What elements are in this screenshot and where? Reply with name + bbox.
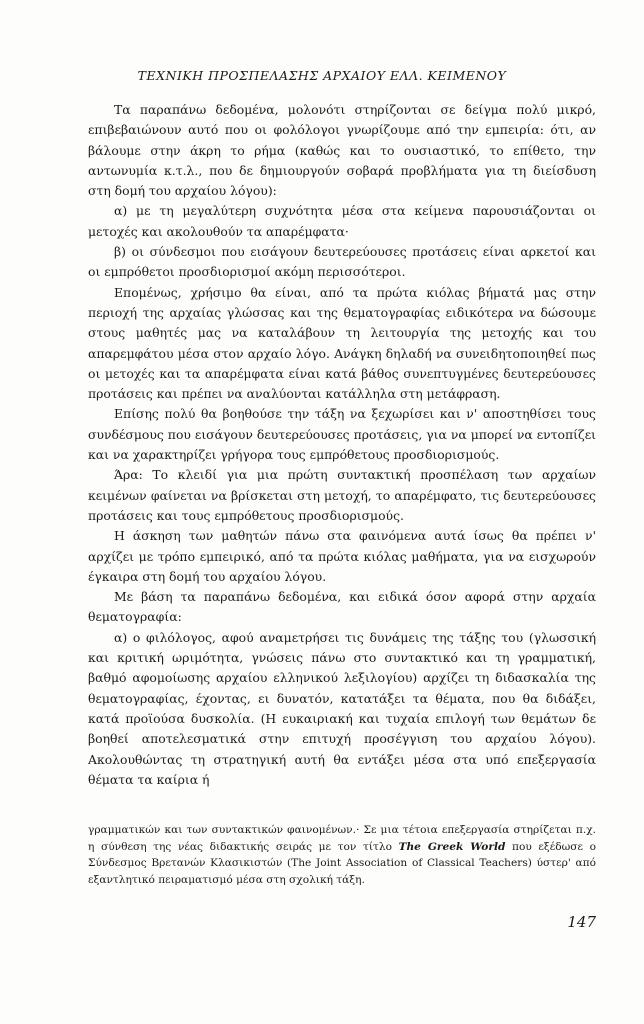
footnote-text: που εξέδωσε ο Σύνδεσμος Βρετανών Κλασικιστών (The Joint Association of Classical Teachers) ύστερ' από εξαντλητικό πειραματισμό μέσα στη σχολική τάξη. (88, 840, 596, 886)
footnote (88, 822, 596, 888)
paragraph: Η άσκηση των μαθητών πάνω στα φαινόμενα αυτά ίσως θα πρέπει ν' αρχίζει με τρόπο εμπειρικό, από τα πρώτα κιόλας μαθήματα, για να εισχωρούν έγκαιρα στη δομή του αρχαίου λόγου. (88, 528, 596, 584)
paragraph: Άρα: Το κλειδί για μια πρώτη συντακτική προσπέλαση των αρχαίων κειμένων φαίνεται να βρίσκεται στη μετοχή, το απαρέμφατο, τις δευτερεύουσες προτάσεις και τους εμπρόθετους προσδιορισμούς. (88, 467, 596, 523)
paragraph: Επομένως, χρήσιμο θα είναι, από τα πρώτα κιόλας βήματά μας στην περιοχή της αρχαίας γλώσσας και της θεματογραφίας ειδικότερα να δώσουμε στους μαθητές μας να καταλάβουν τη λειτουργία της μετοχής και του απαρεμφάτου μέσα στον αρχαίο λόγο. Ανάγκη δηλαδή να συνειδητοποιηθεί πως οι μετοχές και τα απαρέμφατα είναι κατά βάθος συνεπτυγμένες δευτερεύουσες προτάσεις και πρέπει να αναλύονται κατάλληλα στη μετάφραση. (88, 284, 596, 402)
paragraph: Τα παραπάνω δεδομένα, μολονότι στηρίζονται σε δείγμα πολύ μικρό, επιβεβαιώνουν αυτό που οι φολόλογοι γνωρίζουμε από την εμπειρία: ότι, αν βάλουμε στην άκρη το ρήμα (καθώς και το ουσιαστικό, το επίθετο, την αντωνυμία κ.τ.λ., που δε δημιουργούν σοβαρά προβλήματα για τη διείσδυση στη δομή του αρχαίου λόγου): (88, 102, 596, 199)
footnote-book-title: The Greek World (398, 840, 506, 853)
footnote-text: γραμματικών και των συντακτικών φαινομένων.· Σε μια τέτοια επεξεργασία στηρίζεται π.χ. η σύνθεση της νέας διδακτικής σειράς με τον τίτλο (88, 824, 596, 853)
body-text (88, 100, 596, 790)
list-item-a: α) με τη μεγαλύτερη συχνότητα μέσα στα κείμενα παρουσιάζονται οι μετοχές και ακολουθούν τα απαρέμφατα· (88, 203, 596, 239)
running-header: ΤΕΧΝΙΚΗ ΠΡΟΣΠΕΛΑΣΗΣ ΑΡΧΑΙΟΥ ΕΛΛ. ΚΕΙΜΕΝΟΥ (137, 68, 507, 83)
page-number: 147 (567, 913, 596, 931)
paragraph: Επίσης πολύ θα βοηθούσε την τάξη να ξεχωρίσει και ν' αποστηθίσει τους συνδέσμους που εισάγουν δευτερεύουσες προτάσεις, για να μπορεί να εντοπίζει και να χαρακτηρίζει γρήγορα τους εμπρόθετους προσδιορισμούς. (88, 406, 596, 463)
paragraph: Με βάση τα παραπάνω δεδομένα, και ειδικά όσον αφορά στην αρχαία θεματογραφία: (88, 589, 596, 625)
list-item-a: α) ο φιλόλογος, αφού αναμετρήσει τις δυνάμεις της τάξης του (γλωσσική και κριτική ωριμότητα, γνώσεις πάνω στο συντακτικό και τη γραμματική, βαθμό αφομοίωσης αρχαίου ελληνικού λεξιλογίου) αρχίζει τη διδασκαλία της θεματογραφίας, έχοντας, ει δυνατόν, κατατάξει τα θέματα, που θα διδάξει, κατά προϊούσα δυσκολία. (Η ευκαιριακή και τυχαία επιλογή των θεμάτων δε βοηθεί αποτελεσματικά στην επιτυχή προσέγγιση του αρχαίου λόγου). Ακολουθώντας τη στρατηγική αυτή θα εντάξει μέσα στα υπό επεξεργασία θέματα τα καίρια ή (88, 629, 596, 787)
list-item-b: β) οι σύνδεσμοι που εισάγουν δευτερεύουσες προτάσεις είναι αρκετοί και οι εμπρόθετοι προσδιορισμοί ακόμη περισσότεροι. (88, 244, 596, 280)
